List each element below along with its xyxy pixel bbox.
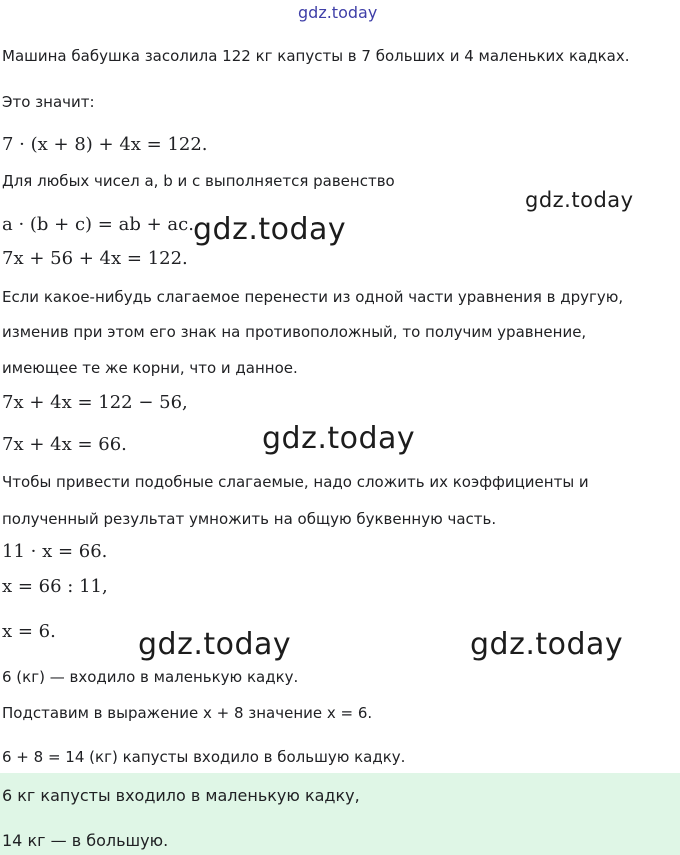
small-barrel-result: 6 (кг) — входило в маленькую кадку. bbox=[2, 668, 299, 686]
equation-initial: 7 · (x + 8) + 4x = 122. bbox=[2, 134, 208, 155]
large-barrel-result: 6 + 8 = 14 (кг) капусты входило в большую кадку. bbox=[2, 748, 406, 766]
equation-expanded: 7x + 56 + 4x = 122. bbox=[2, 248, 188, 269]
watermark-center: gdz.today bbox=[193, 212, 347, 247]
transfer-rule-line-2: изменив при этом его знак на противоположный, то получим уравнение, bbox=[2, 323, 587, 341]
equation-transferred: 7x + 4x = 122 − 56, bbox=[2, 392, 188, 413]
transfer-rule-line-1: Если какое-нибудь слагаемое перенести из одной части уравнения в другую, bbox=[2, 288, 624, 306]
watermark-lower-left: gdz.today bbox=[138, 627, 292, 662]
intro-text: Это значит: bbox=[2, 93, 95, 111]
answer-line-1: 6 кг капусты входило в маленькую кадку, bbox=[2, 786, 360, 805]
equation-solution: x = 6. bbox=[2, 621, 56, 642]
like-terms-rule-line-2: полученный результат умножить на общую буквенную часть. bbox=[2, 510, 497, 528]
transfer-rule-line-3: имеющее те же корни, что и данное. bbox=[2, 359, 298, 377]
watermark-top: gdz.today bbox=[298, 3, 378, 22]
distributive-formula: a · (b + c) = ab + ac. bbox=[2, 214, 194, 235]
watermark-right: gdz.today bbox=[525, 188, 634, 212]
answer-box bbox=[0, 773, 680, 855]
distributive-rule-text: Для любых чисел a, b и c выполняется равенство bbox=[2, 172, 395, 190]
watermark-middle: gdz.today bbox=[262, 421, 416, 456]
watermark-lower-right: gdz.today bbox=[470, 627, 624, 662]
answer-line-2: 14 кг — в большую. bbox=[2, 831, 169, 850]
substitution-text: Подставим в выражение x + 8 значение x = 6. bbox=[2, 704, 373, 722]
equation-simplified: 7x + 4x = 66. bbox=[2, 434, 127, 455]
equation-combined: 11 · x = 66. bbox=[2, 541, 108, 562]
equation-division: x = 66 : 11, bbox=[2, 576, 108, 597]
like-terms-rule-line-1: Чтобы привести подобные слагаемые, надо сложить их коэффициенты и bbox=[2, 473, 589, 491]
problem-statement: Машина бабушка засолила 122 кг капусты в 7 больших и 4 маленьких кадках. bbox=[2, 47, 630, 65]
